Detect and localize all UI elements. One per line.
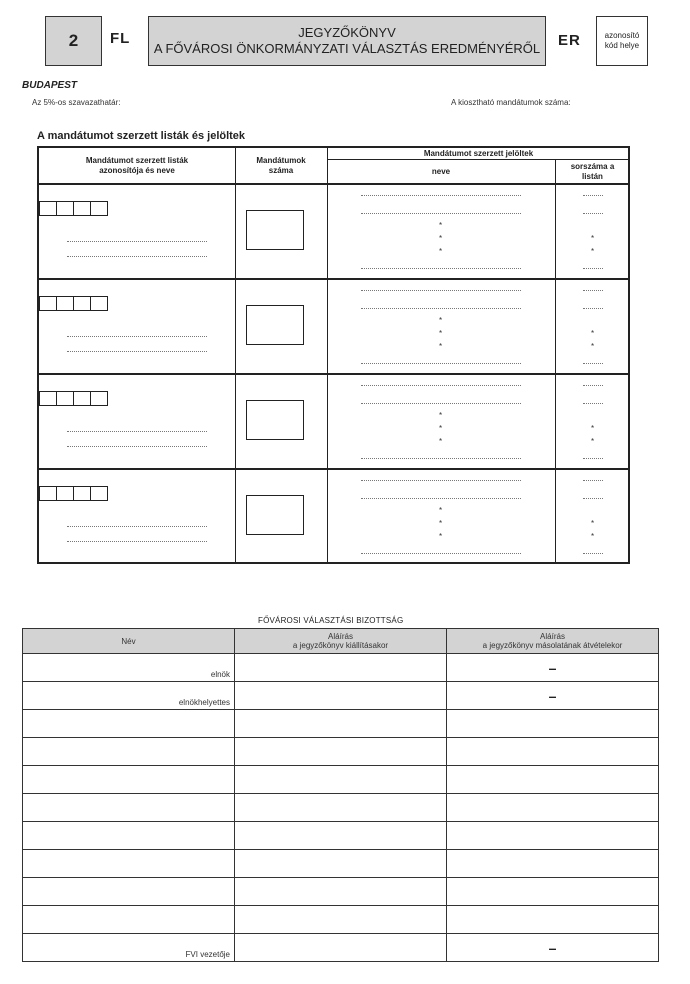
signature-issue-cell[interactable] (235, 766, 447, 794)
list-id-digit-box[interactable] (90, 391, 108, 406)
candidate-name-line (361, 213, 521, 214)
committee-row (23, 850, 659, 878)
member-role-label: FVI vezetője (185, 950, 230, 959)
committee-row (23, 878, 659, 906)
continuation-star: * (439, 234, 443, 243)
signature-issue-cell[interactable] (235, 934, 447, 962)
candidate-name-line (361, 498, 521, 499)
document-title (148, 16, 546, 66)
id-code-box (596, 16, 648, 66)
list-id-digit-box[interactable] (56, 296, 74, 311)
block-divider (39, 278, 628, 280)
sign1-line-2: a jegyzőkönyv kiállításakor (292, 641, 389, 650)
signature-issue-cell[interactable] (235, 822, 447, 850)
continuation-star: * (439, 424, 443, 433)
list-id-digit-box[interactable] (39, 296, 57, 311)
sign1-line-1: Aláírás (328, 632, 353, 641)
member-role-label: elnök (210, 670, 230, 679)
continuation-star: * (439, 342, 443, 351)
candidate-order-line (583, 363, 603, 364)
member-name-cell[interactable] (23, 738, 235, 766)
col-header-count (235, 156, 327, 176)
continuation-star: * (591, 424, 595, 433)
col-divider (235, 148, 236, 562)
mandate-count-box[interactable] (246, 495, 304, 535)
candidate-order-line (583, 403, 603, 404)
candidate-name-line (361, 195, 521, 196)
member-role-label: elnökhelyettes (178, 698, 230, 707)
list-id-digit-box[interactable] (39, 391, 57, 406)
member-name-cell[interactable] (23, 766, 235, 794)
signature-issue-cell[interactable] (235, 654, 447, 682)
continuation-star: * (591, 329, 595, 338)
list-id-digit-box[interactable] (73, 486, 91, 501)
candidate-order-line (583, 385, 603, 386)
signature-receipt-cell[interactable] (447, 906, 659, 934)
candidate-name-line (361, 268, 521, 269)
mandate-section-title: A mandátumot szerzett listák és jelöltek (37, 130, 246, 142)
sign2-line-1: Aláírás (540, 632, 565, 641)
member-name-cell[interactable] (23, 822, 235, 850)
title-line-2: A FŐVÁROSI ÖNKORMÁNYZATI VÁLASZTÁS EREDMÉNYÉRŐL (153, 41, 541, 56)
member-name-cell[interactable] (23, 878, 235, 906)
committee-row (23, 766, 659, 794)
list-name-line (67, 336, 207, 337)
list-id-digit-box[interactable] (73, 296, 91, 311)
signature-receipt-cell[interactable] (447, 710, 659, 738)
signature-receipt-cell[interactable] (447, 654, 659, 682)
signature-dash-mark: – (548, 688, 557, 704)
continuation-star: * (591, 247, 595, 256)
candidate-name-line (361, 385, 521, 386)
signature-receipt-cell[interactable] (447, 682, 659, 710)
col-header-signature-receipt (447, 629, 659, 654)
continuation-star: * (439, 221, 443, 230)
committee-row (23, 738, 659, 766)
list-id-digit-box[interactable] (90, 296, 108, 311)
type-code: ER (558, 32, 581, 49)
member-name-cell[interactable] (23, 794, 235, 822)
signature-receipt-cell[interactable] (447, 794, 659, 822)
list-id-digit-box[interactable] (56, 391, 74, 406)
candidate-order-line (583, 458, 603, 459)
continuation-star: * (439, 247, 443, 256)
col-header-name: neve (431, 167, 451, 176)
col-header-order-line-2: listán (582, 172, 603, 181)
committee-row (23, 654, 659, 682)
candidate-name-line (361, 308, 521, 309)
threshold-label: Az 5%-os szavazathatár: (32, 98, 121, 107)
list-name-line (67, 351, 207, 352)
signature-issue-cell[interactable] (235, 850, 447, 878)
signature-dash-mark: – (548, 940, 557, 956)
committee-row (23, 906, 659, 934)
list-id-digit-box[interactable] (39, 486, 57, 501)
col-header-lists-line-2: azonosítója és neve (99, 166, 175, 175)
continuation-star: * (439, 437, 443, 446)
continuation-star: * (439, 519, 443, 528)
col-header-signature-issue (235, 629, 447, 654)
list-id-digit-box[interactable] (73, 201, 91, 216)
header-bottom-line (39, 183, 628, 185)
col-divider (327, 148, 328, 562)
continuation-star: * (591, 234, 595, 243)
member-name-cell[interactable] (23, 850, 235, 878)
candidate-name-line (361, 403, 521, 404)
list-id-digit-box[interactable] (73, 391, 91, 406)
committee-row (23, 710, 659, 738)
form-code: FL (110, 30, 131, 47)
continuation-star: * (591, 342, 595, 351)
candidate-name-line (361, 290, 521, 291)
candidate-name-line (361, 553, 521, 554)
candidate-order-line (583, 268, 603, 269)
continuation-star: * (439, 316, 443, 325)
continuation-star: * (439, 411, 443, 420)
committee-title: FŐVÁROSI VÁLASZTÁSI BIZOTTSÁG (258, 616, 404, 625)
member-name-cell[interactable] (23, 906, 235, 934)
signature-issue-cell[interactable] (235, 710, 447, 738)
list-name-line (67, 446, 207, 447)
candidate-order-line (583, 553, 603, 554)
region-label: BUDAPEST (22, 80, 78, 91)
col-header-count-line-1: Mandátumok (256, 156, 306, 165)
signature-receipt-cell[interactable] (447, 766, 659, 794)
member-name-cell[interactable] (23, 654, 235, 682)
continuation-star: * (439, 532, 443, 541)
member-name-cell[interactable] (23, 682, 235, 710)
signature-issue-cell[interactable] (235, 906, 447, 934)
signature-receipt-cell[interactable] (447, 878, 659, 906)
candidate-name-line (361, 480, 521, 481)
committee-row (23, 682, 659, 710)
block-divider (39, 468, 628, 470)
committee-header-row (23, 629, 659, 654)
continuation-star: * (439, 506, 443, 515)
continuation-star: * (591, 519, 595, 528)
member-name-cell[interactable] (23, 934, 235, 962)
page-number-box (45, 16, 102, 66)
candidate-order-line (583, 498, 603, 499)
mandates-count-label: A kiosztható mandátumok száma: (451, 98, 571, 107)
mandate-count-box[interactable] (246, 305, 304, 345)
candidate-order-line (583, 480, 603, 481)
code-box-line-1: azonosító (604, 31, 640, 40)
signature-receipt-cell[interactable] (447, 822, 659, 850)
block-divider (39, 373, 628, 375)
col-header-lists (39, 156, 235, 176)
candidate-order-line (583, 213, 603, 214)
col-header-order-line-1: sorszáma a (570, 162, 615, 171)
signature-dash-mark: – (548, 660, 557, 676)
signature-receipt-cell[interactable] (447, 738, 659, 766)
committee-row (23, 822, 659, 850)
col-header-lists-line-1: Mandátumot szerzett listák (85, 156, 189, 165)
list-name-line (67, 256, 207, 257)
continuation-star: * (591, 437, 595, 446)
list-name-line (67, 241, 207, 242)
header-divider (327, 159, 628, 160)
continuation-star: * (591, 532, 595, 541)
signature-issue-cell[interactable] (235, 878, 447, 906)
page-number: 2 (68, 31, 79, 50)
mandate-table (37, 146, 630, 564)
committee-table (22, 628, 659, 962)
candidate-name-line (361, 458, 521, 459)
signature-receipt-cell[interactable] (447, 934, 659, 962)
list-id-digit-box[interactable] (56, 486, 74, 501)
signature-receipt-cell[interactable] (447, 850, 659, 878)
candidate-order-line (583, 195, 603, 196)
committee-row (23, 794, 659, 822)
list-id-digit-box[interactable] (39, 201, 57, 216)
continuation-star: * (439, 329, 443, 338)
candidate-order-line (583, 290, 603, 291)
list-name-line (67, 526, 207, 527)
list-name-line (67, 541, 207, 542)
sign2-line-2: a jegyzőkönyv másolatának átvételekor (482, 641, 623, 650)
list-id-digit-box[interactable] (56, 201, 74, 216)
col-divider (555, 160, 556, 562)
signature-issue-cell[interactable] (235, 794, 447, 822)
col-header-order (555, 162, 630, 182)
list-id-digit-box[interactable] (90, 486, 108, 501)
member-name-cell[interactable] (23, 710, 235, 738)
list-id-digit-box[interactable] (90, 201, 108, 216)
candidate-order-line (583, 308, 603, 309)
col-header-name-text: Név (121, 636, 136, 646)
col-header-count-line-2: száma (268, 166, 294, 175)
mandate-count-box[interactable] (246, 210, 304, 250)
col-header-candidates: Mandátumot szerzett jelöltek (423, 149, 534, 158)
list-name-line (67, 431, 207, 432)
code-box-line-2: kód helye (604, 41, 640, 50)
mandate-count-box[interactable] (246, 400, 304, 440)
committee-row (23, 934, 659, 962)
col-header-name (23, 629, 235, 654)
signature-issue-cell[interactable] (235, 682, 447, 710)
candidate-name-line (361, 363, 521, 364)
signature-issue-cell[interactable] (235, 738, 447, 766)
title-line-1: JEGYZŐKÖNYV (298, 25, 396, 40)
